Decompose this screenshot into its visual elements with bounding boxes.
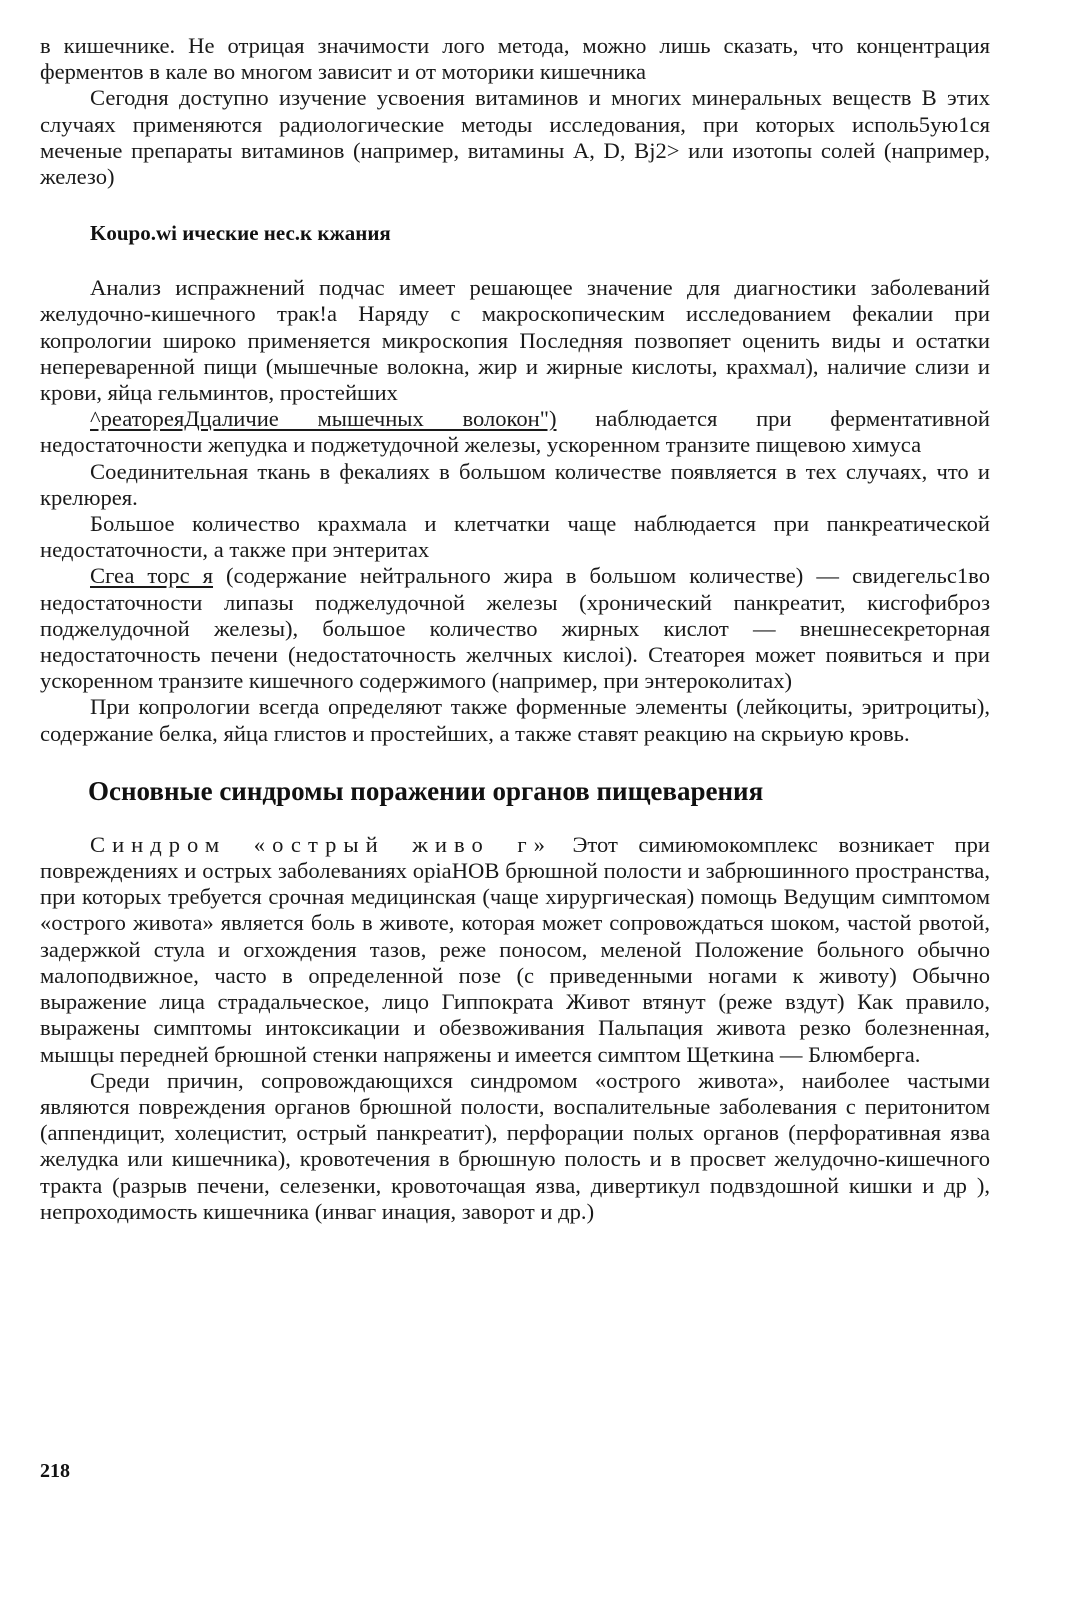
paragraph-1: в кишечнике. Не отрицая значимости лого метода, можно лишь сказать, что концентрация ферментов в кале во многом зависит и от моторики кишечника bbox=[40, 33, 990, 85]
paragraph-4-text: наблюдается при ферментативной недостаточности жепудка и поджетудочной железы, ускоренном транзите пищевою химуса bbox=[40, 406, 990, 458]
paragraph-2: Сегодня доступно изучение усвоения витаминов и многих минеральных веществ В этих случаях применяются радиологические методы исследования, при которых исполь5ую1ся меченые препараты витаминов (например, витамины А, D, Bj2> или изотопы солей (например, железо) bbox=[40, 85, 990, 190]
section-heading: Основные синдромы поражении органов пищеварения bbox=[88, 775, 764, 806]
paragraph-9-text: Этот симиюмокомплекс возникает при повреждениях и острых заболеваниях opiaНОВ брюшной полости и забрюшинного пространства, при которых требуется срочная медицинская (чаще хирургическая) помощь Ведущим симптомом «острого живота» является боль в животе, которая может сопровождаться шоком, частой рвотой, задержкой стула и огхождения тазов, реже поносом, меленой Положение больного обычно малоподвижное, часто в определенной позе (с приведенными ногами к животу) Обычно выражение лица страдальческое, лицо Гиппократа Живот втянут (реже вздут) Как правило, выражены симптомы интоксикации и обезвоживания Пальпация живота резко болезненная, мышцы передней брюшной стенки напряжены и имеется симптом Щеткина — Блюмберга. bbox=[40, 831, 990, 1067]
paragraph-3: Анализ испражнений подчас имеет решающее значение для диагностики заболеваний желудочно-кишечного трак!а Наряду с макроскопическим исследованием фекалии при копрологии широко применяется микроскопия Последняя позвопяет оценить виды и остатки непереваренной пищи (мышечные волокна, жир и жирные кислоты, крахмал), наличие слизи и крови, яйца гельминтов, простейших bbox=[40, 275, 990, 406]
page-number: 218 bbox=[40, 1460, 70, 1482]
paragraph-10: Среди причин, сопровождающихся синдромом «острого живота», наиболее частыми являются повреждения органов брюшной полости, воспалительные заболевания с перитонитом (аппендицит, холецистит, острый панкреатит), перфорации полых органов (перфоративная язва желудка или кишечника), кровотечения в брюшную полость и в просвет желудочно-кишечного тракта (разрыв печени, селезенки, кровоточащая язва, дивертикул подвздошной кишки и др ), непроходимость кишечника (инваг инация, заворот и др.) bbox=[40, 1067, 990, 1224]
creatorrhea-term: ^реатореяДцаличие мышечных волокон") bbox=[90, 406, 557, 432]
paragraph-9 bbox=[40, 832, 990, 1068]
paragraph-7 bbox=[40, 563, 990, 694]
paragraph-7-text: (содержание нейтрального жира в большом количестве) — свидегельс1во недостаточности липазы поджелудочной железы (хронический панкреатит, кисгофиброз поджелудочной железы), большое количество жирных кислот — внешнесекреторная недостаточность печени (недостаточность желчных кислоi). Стеаторея может появиться и при ускоренном транзите кишечного содержимого (например, при энтероколитах) bbox=[40, 563, 990, 694]
steatorrhea-term: Сгеа торс я bbox=[90, 563, 214, 589]
paragraph-6: Большое количество крахмала и клетчатки чаще наблюдается при панкреатической недостаточности, а также при энтеритах bbox=[40, 511, 990, 563]
paragraph-5: Соединительная ткань в фекалиях в большом количестве появляется в тех случаях, что и крелюрея. bbox=[40, 458, 990, 510]
coprology-heading: Koupo.wi ические нес.к кжания bbox=[90, 221, 391, 246]
paragraph-8: При копрологии всегда определяют также форменные элементы (лейкоциты, эритроциты), содержание белка, яйца глистов и простейших, а также ставят реакцию на скрьиую кровь. bbox=[40, 694, 990, 746]
syndrome-term: Синдром «острый живо г» bbox=[90, 831, 552, 857]
paragraph-4 bbox=[40, 406, 990, 458]
page-body bbox=[40, 33, 990, 1225]
